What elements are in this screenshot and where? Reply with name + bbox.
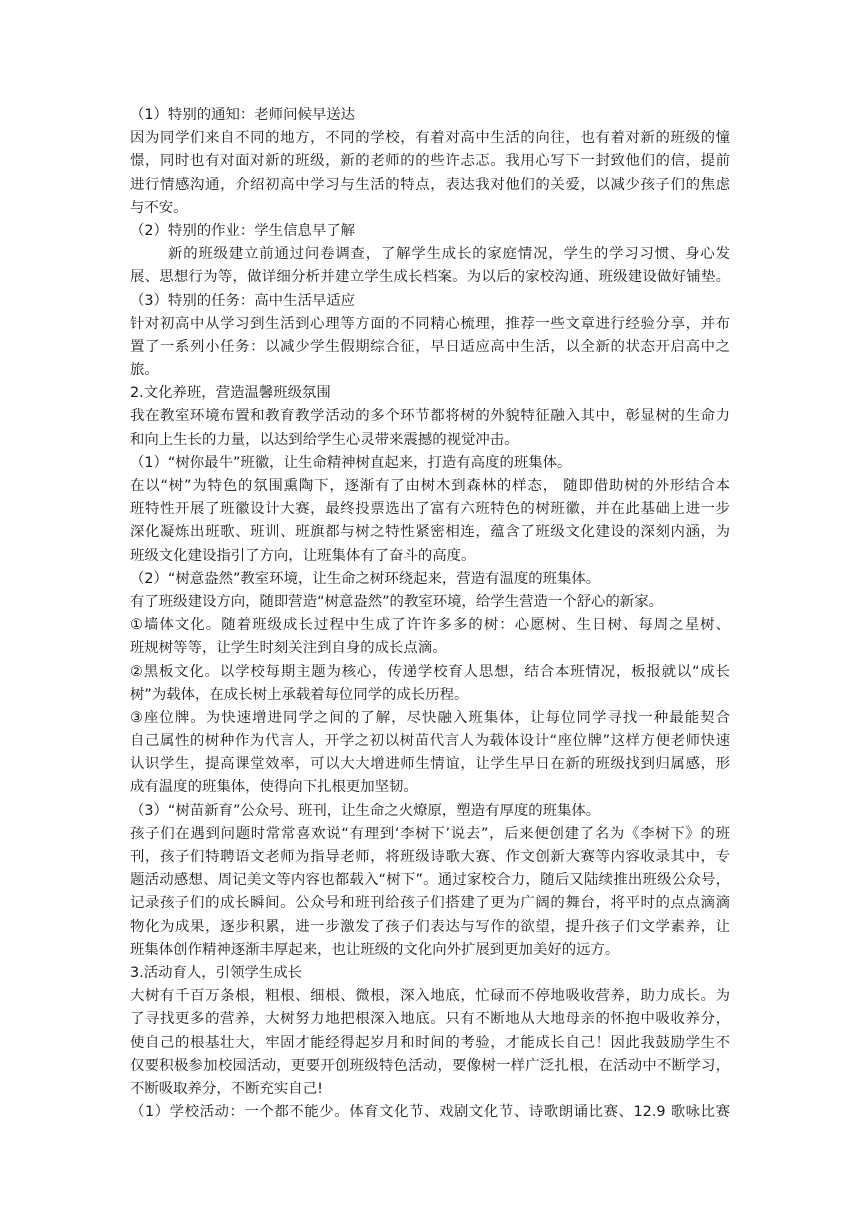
text-line: ③座位牌。为快速增进同学之间的了解，尽快融入班集体，让每位同学寻找一种最能契合: [130, 709, 730, 726]
text-line: 自己属性的树种作为代言人，开学之初以树苗代言人为载体设计“座位牌”这样方便老师快速: [130, 733, 730, 750]
text-line: 仅要积极参加校园活动，更要开创班级特色活动，要像树一样广泛扎根，在活动中不断学习，: [130, 1057, 730, 1074]
text-line: 班特性开展了班徽设计大赛，最终投票选出了富有六班特色的树班徽，并在此基础上进一步: [130, 501, 730, 518]
document-body: [130, 104, 730, 1124]
text-line: 3.活动育人，引领学生成长: [130, 964, 303, 981]
text-line: 旅。: [130, 362, 159, 379]
text-line: 班规树等等，让学生时刻关注到自身的成长点滴。: [130, 640, 447, 657]
text-line: 新的班级建立前通过问卷调查，了解学生成长的家庭情况，学生的学习习惯、身心发: [168, 246, 730, 263]
text-line: 针对初高中从学习到生活到心理等方面的不同精心梳理，推荐一些文章进行经验分享，并布: [130, 315, 730, 332]
text-line: 有了班级建设方向，随即营造“树意盎然”的教室环境，给学生营造一个舒心的新家。: [130, 593, 663, 610]
text-line: 班集体创作精神逐渐丰厚起来，也让班级的文化向外扩展到更加美好的远方。: [130, 941, 620, 958]
text-line: 题活动感想、周记美文等内容也都载入“树下”。通过家校合力，随后又陆续推出班级公众号，: [130, 872, 730, 889]
text-line: 树”为载体，在成长树上承载着每位同学的成长历程。: [130, 686, 469, 703]
text-line: 物化为成果，逐步积累，进一步激发了孩子们表达与写作的欲望，提升孩子们文学素养，让: [130, 918, 730, 935]
text-line: （1）“树你最牛”班徽，让生命精神树直起来，打造有高度的班集体。: [130, 454, 572, 471]
text-line: 不断吸取养分，不断充实自己!: [130, 1080, 323, 1097]
text-line: 深化凝炼出班歌、班训、班旗都与树之特性紧密相连，蕴含了班级文化建设的深刻内涵，为: [130, 524, 730, 541]
text-line: 我在教室环境布置和教育教学活动的多个环节都将树的外貌特征融入其中，彰显树的生命力: [130, 408, 730, 425]
text-line: 因为同学们来自不同的地方，不同的学校，有着对高中生活的向往，也有着对新的班级的憧: [130, 130, 730, 147]
text-line: （3）特别的任务：高中生活早适应: [130, 292, 356, 309]
text-line: 置了一系列小任务：以减少学生假期综合征，早日适应高中生活，以全新的状态开启高中之: [130, 338, 730, 355]
text-line: （3）“树苗新育”公众号、班刊，让生命之火燎原，塑造有厚度的班集体。: [130, 802, 601, 819]
text-line: （1）学校活动：一个都不能少。体育文化节、戏剧文化节、诗歌朗诵比赛、12.9 歌咏比赛: [130, 1104, 730, 1121]
text-line: 展、思想行为等，做详细分析并建立学生成长档案。为以后的家校沟通、班级建设做好铺垫。: [130, 269, 730, 286]
text-line: 憬，同时也有对面对新的班级，新的老师的的些许忐忑。我用心写下一封致他们的信，提前: [130, 153, 730, 170]
text-line: 在以“树”为特色的氛围熏陶下，逐渐有了由树木到森林的样态， 随即借助树的外形结合本: [130, 478, 730, 494]
text-line: ②黑板文化。以学校每期主题为核心，传递学校育人思想，结合本班情况，板报就以“成长: [130, 663, 730, 680]
text-line: （2）“树意盎然”教室环境，让生命之树环绕起来，营造有温度的班集体。: [130, 570, 601, 587]
text-line: 2.文化养班，营造温馨班级氛围: [130, 385, 331, 402]
text-line: ①墙体文化。随着班级成长过程中生成了许许多多的树：心愿树、生日树、每周之星树、: [130, 617, 730, 634]
text-line: 成有温度的班集体，使得向下扎根更加坚韧。: [130, 779, 418, 796]
text-line: 刊，孩子们特聘语文老师为指导老师，将班级诗歌大赛、作文创新大赛等内容收录其中，专: [130, 849, 730, 865]
text-line: 了寻找更多的营养，大树努力地把根深入地底。只有不断地从大地母亲的怀抱中吸收养分，: [130, 1011, 730, 1028]
text-line: 认识学生，提高课堂效率，可以大大增进师生情谊，让学生早日在新的班级找到归属感，形: [130, 756, 730, 773]
text-line: 班级文化建设指引了方向，让班集体有了奋斗的高度。: [130, 547, 476, 564]
text-line: 使自己的根基壮大，牢固才能经得起岁月和时间的考验，才能成长自己！因此我鼓励学生不: [130, 1034, 730, 1051]
text-line: （1）特别的通知：老师问候早送达: [130, 107, 356, 123]
text-line: 大树有千百万条根，粗根、细根、微根，深入地底，忙碌而不停地吸收营养，助力成长。为: [130, 988, 730, 1005]
text-line: 孩子们在遇到问题时常常喜欢说“有理到‘李树下’说去”，后来便创建了名为《李树下》的班: [130, 825, 730, 842]
text-line: 与不安。: [130, 199, 188, 216]
text-line: 进行情感沟通，介绍初高中学习与生活的特点，表达我对他们的关爱，以减少孩子们的焦虑: [130, 176, 730, 193]
text-line: 记录孩子们的成长瞬间。公众号和班刊给孩子们搭建了更为广阔的舞台，将平时的点点滴滴: [130, 895, 730, 912]
text-line: （2）特别的作业：学生信息早了解: [130, 222, 356, 239]
text-line: 和向上生长的力量，以达到给学生心灵带来震撼的视觉冲击。: [130, 431, 519, 448]
